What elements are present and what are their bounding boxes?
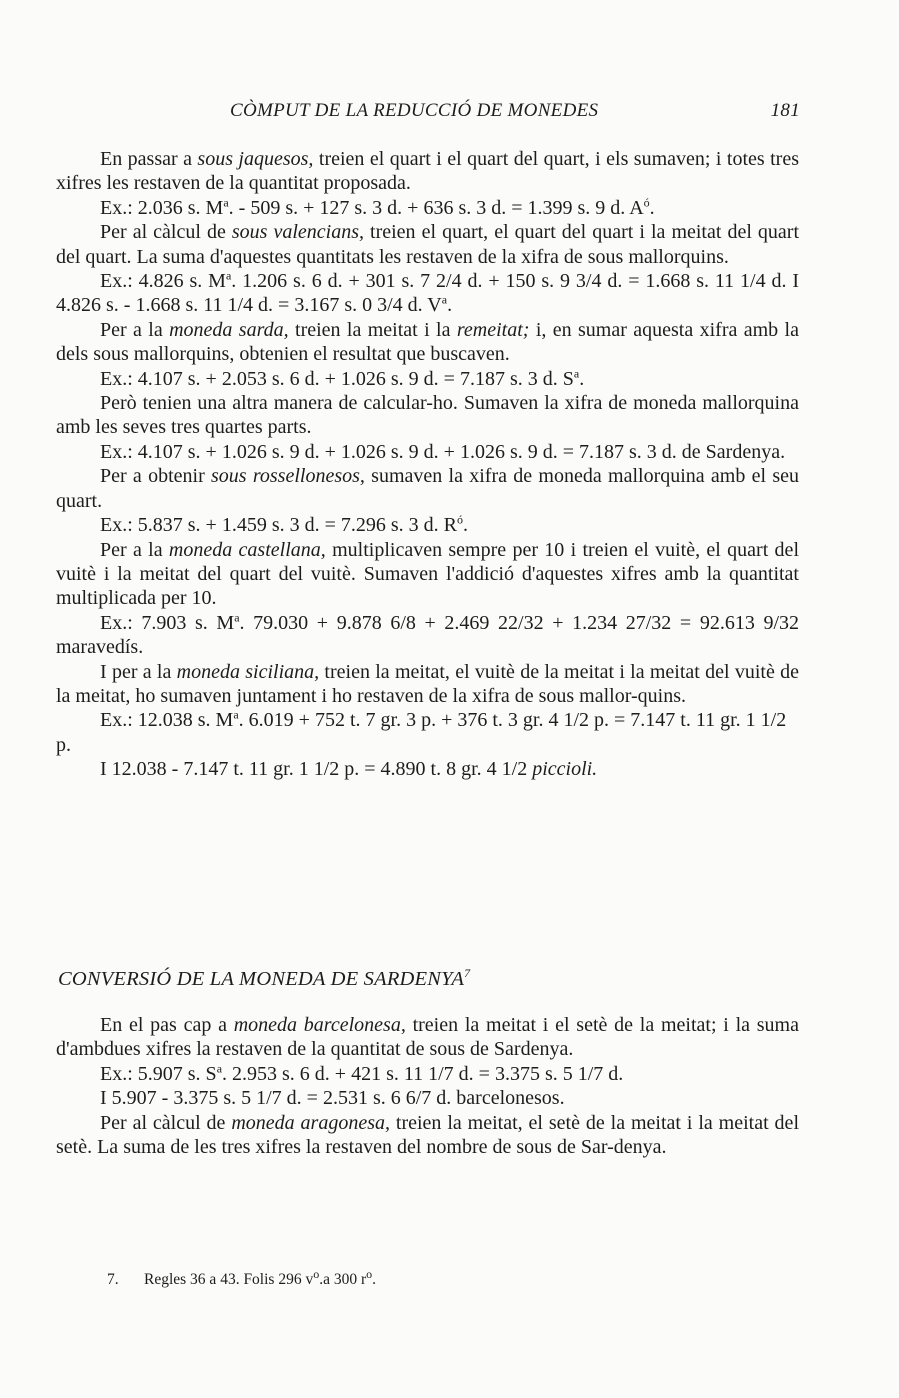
example-rossellonesos: Ex.: 5.837 s. + 1.459 s. 3 d. = 7.296 s. 3 d. $R^ó$. bbox=[100, 512, 469, 537]
paragraph-rossellonesos: Per a obtenir sous rossellonesos, sumaven la xifra de moneda mallorquina amb el seu quart. bbox=[56, 465, 800, 512]
paragraph-aragonesa: Per al càlcul de moneda aragonesa, treien la meitat, el setè de la meitat i la meitat del setè. La suma de les tres xifres la restaven del nombre de sous de Sar-denya. bbox=[56, 1111, 799, 1159]
example-sardenya: Ex.: 4.107 s. + 1.026 s. 9 d. + 1.026 s. 9 d. + 1.026 s. 9 d. = 7.187 s. 3 d. de Sardenya. bbox=[100, 440, 786, 463]
page-number: 181 bbox=[770, 100, 800, 121]
example-siciliana-2: I 12.038 - 7.147 t. 11 gr. 1 1/2 p. = 4.890 t. 8 gr. 4 1/2 piccioli. bbox=[100, 758, 598, 781]
section-heading: CONVERSIÓ DE LA MONEDA DE SARDENYA$^7$ bbox=[58, 966, 471, 990]
paragraph-siciliana: I per a la moneda siciliana, treien la meitat, el vuitè de la meitat i la meitat del vuitè de la meitat, ho sumaven juntament i ho restaven de la xifra de sous mallor-quins. bbox=[56, 660, 799, 707]
example-sarda: Ex.: 4.107 s. + 2.053 s. 6 d. + 1.026 s. 9 d. = 7.187 s. 3 d. $S^a$. bbox=[100, 366, 585, 390]
running-title: CÒMPUT DE LA REDUCCIÓ DE MONEDES bbox=[230, 100, 599, 121]
example-barcelonesa-2: I 5.907 - 3.375 s. 5 1/7 d. = 2.531 s. 6 6/7 d. barcelonesos. bbox=[100, 1087, 565, 1110]
section-2-body bbox=[56, 1013, 799, 1159]
example-valencians: Ex.: 4.826 s. $M^a$. 1.206 s. 6 d. + 301 s. 7 2/4 d. + 150 s. 9 3/4 d. = 1.668 s. 11 1/4 d. I 4.826 s. - 1.668 s. 11 1/4 d. = 3.167 s. 0 3/4 d. $V^a$. bbox=[56, 268, 799, 317]
paragraph-sous-valencians: Per al càlcul de sous valencians, treien el quart, el quart del quart i la meitat del quart del quart. La suma d'aquestes quantitats les restaven de la xifra de sous mallorquins. bbox=[56, 221, 800, 268]
example-castellana: Ex.: 7.903 s. $M^a$. 79.030 + 9.878 6/8 + 2.469 22/32 + 1.234 27/32 = 92.613 9/32 maravedís. bbox=[56, 610, 800, 659]
running-header bbox=[230, 100, 800, 122]
paragraph-altra-manera: Però tenien una altra manera de calcular-ho. Sumaven la xifra de moneda mallorquina amb les seves tres quartes parts. bbox=[56, 392, 799, 439]
example-jaquesos: Ex.: 2.036 s. $M^a$. - 509 s. + 127 s. 3 d. + 636 s. 3 d. = 1.399 s. 9 d. $A^ó$. bbox=[100, 195, 655, 219]
paragraph-sous-jaquesos: En passar a sous jaquesos, treien el quart i el quart del quart, i els sumaven; i totes tres xifres les restaven de la quantitat proposada. bbox=[56, 148, 799, 195]
footnote-number: 7. bbox=[107, 1271, 119, 1288]
footnote-ref: 7 bbox=[464, 966, 471, 981]
paragraph-moneda-sarda: Per a la moneda sarda, treien la meitat i la remeitat; i, en sumar aquesta xifra amb la dels sous mallorquins, obtenien el resultat que buscaven. bbox=[56, 318, 799, 366]
footnote: 7. Regles 36 a 43. Folis 296 $v^o.a$ 300 $r^o$. bbox=[107, 1266, 377, 1288]
section-1-body bbox=[56, 147, 799, 782]
example-barcelonesa-1: Ex.: 5.907 s. $S^a$. 2.953 s. 6 d. + 421 s. 11 1/7 d. = 3.375 s. 5 1/7 d. bbox=[100, 1061, 624, 1085]
paragraph-castellana: Per a la moneda castellana, multiplicaven sempre per 10 i treien el vuitè, el quart del vuitè i la meitat del quart del vuitè. Sumaven l'addició d'aquestes xifres amb la quantitat multiplicada per 10. bbox=[56, 538, 799, 610]
example-siciliana-1: Ex.: 12.038 s. $M^a$. 6.019 + 752 t. 7 gr. 3 p. + 376 t. 3 gr. 4 1/2 p. = 7.147 t. 11 gr. 1 1/2 p. bbox=[56, 707, 787, 756]
paragraph-barcelonesa: En el pas cap a moneda barcelonesa, treien la meitat i el setè de la meitat; i la suma d'ambdues xifres la restaven de la quantitat de sous de Sardenya. bbox=[56, 1014, 799, 1061]
